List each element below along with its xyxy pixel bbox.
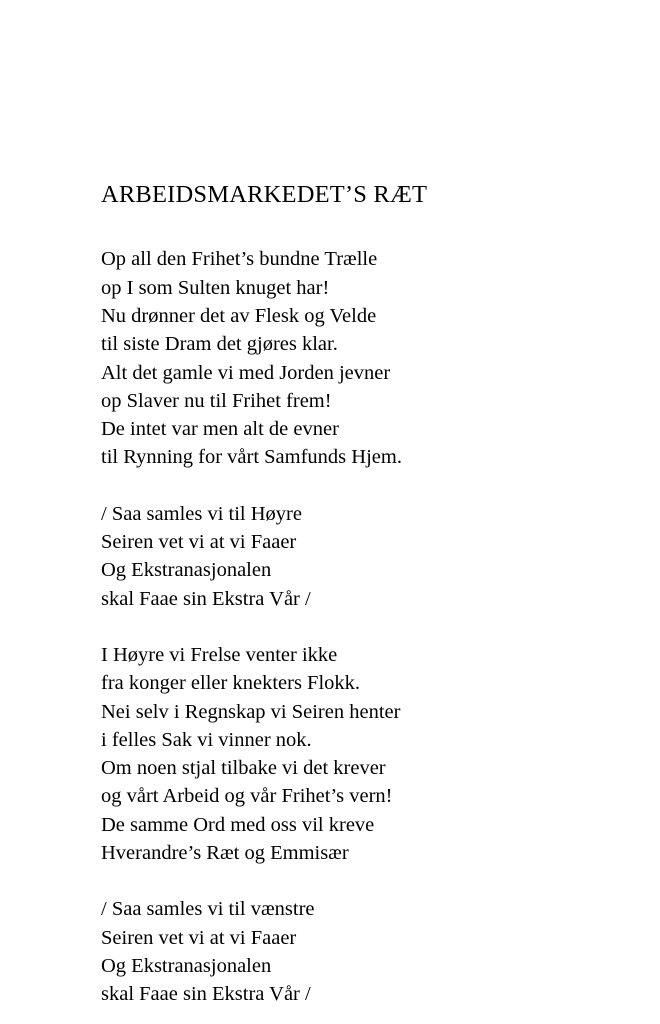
poem-line: Hverandre’s Ræt og Emmisær bbox=[101, 842, 349, 865]
poem-line: De intet var men alt de evner bbox=[101, 418, 339, 441]
poem-line: Nei selv i Regnskap vi Seiren henter bbox=[101, 700, 401, 723]
poem-line: op I som Sulten knuget har! bbox=[101, 276, 330, 299]
poem-line: Om noen stjal tilbake vi det krever bbox=[101, 757, 386, 780]
poem-line: og vårt Arbeid og vår Frihet’s vern! bbox=[101, 785, 393, 808]
poem-line: i felles Sak vi vinner nok. bbox=[101, 728, 312, 751]
poem-line: Nu drønner det av Flesk og Velde bbox=[101, 304, 377, 327]
poem-line: skal Faae sin Ekstra Vår / bbox=[101, 587, 311, 610]
stanza-verse-1 bbox=[101, 245, 600, 471]
poem-line: Og Ekstranasjonalen bbox=[101, 559, 272, 582]
poem-line: til Rynning for vårt Samfunds Hjem. bbox=[101, 446, 402, 469]
poem-line: Op all den Frihet’s bundne Trælle bbox=[101, 248, 378, 271]
poem-line: I Høyre vi Frelse venter ikke bbox=[101, 643, 338, 666]
poem-line: Alt det gamle vi med Jorden jevner bbox=[101, 361, 391, 384]
poem-line: fra konger eller knekters Flokk. bbox=[101, 672, 361, 695]
poem-line: skal Faae sin Ekstra Vår / bbox=[101, 983, 311, 1006]
poem-line: Og Ekstranasjonalen bbox=[101, 954, 272, 977]
poem-line: op Slaver nu til Frihet frem! bbox=[101, 389, 332, 412]
stanza-chorus-1 bbox=[101, 500, 600, 613]
poem-line: / Saa samles vi til vænstre bbox=[101, 898, 315, 921]
poem-line: De samme Ord med oss vil kreve bbox=[101, 813, 375, 836]
poem-line: Seiren vet vi at vi Faaer bbox=[101, 531, 297, 554]
poem-line: Seiren vet vi at vi Faaer bbox=[101, 926, 297, 949]
poem-line: / Saa samles vi til Høyre bbox=[101, 502, 302, 525]
stanza-verse-2 bbox=[101, 641, 600, 867]
poem-line: til siste Dram det gjøres klar. bbox=[101, 333, 338, 356]
stanza-chorus-2 bbox=[101, 895, 600, 1008]
page-title: ARBEIDSMARKEDET’S RÆT bbox=[101, 181, 428, 208]
